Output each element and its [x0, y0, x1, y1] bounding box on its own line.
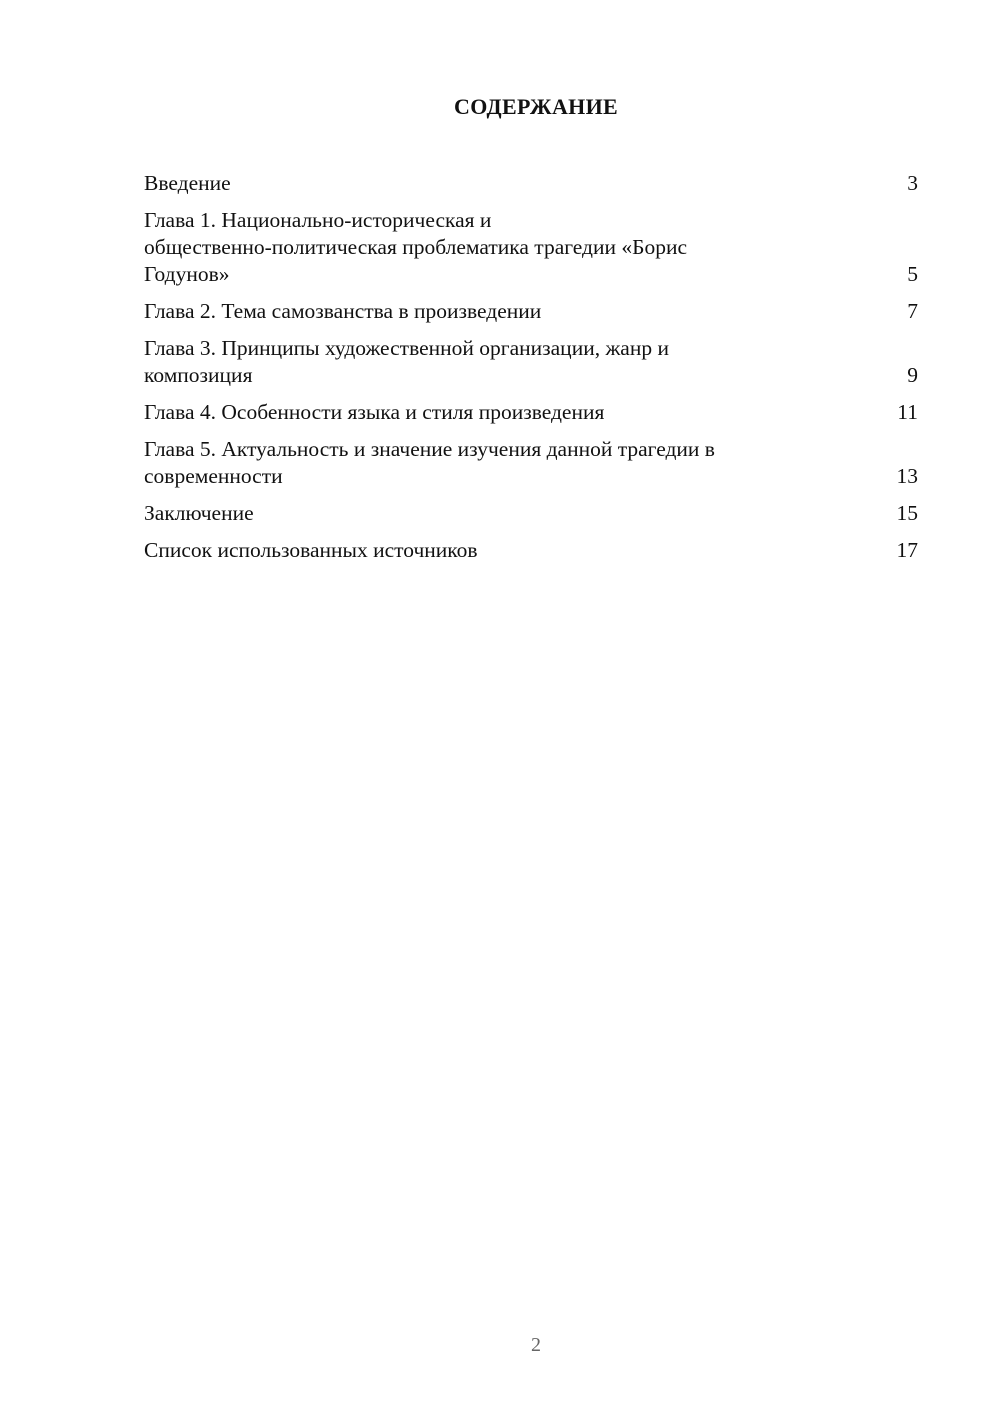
- toc-entry-references[interactable]: [144, 537, 918, 564]
- toc-entry-page: 5: [907, 262, 918, 286]
- toc-entry-text: Заключение: [144, 501, 254, 525]
- toc-entry-page: 17: [896, 538, 918, 562]
- toc-entry-text: Глава 3. Принципы художественной организации, жанр и композиция: [144, 336, 669, 387]
- toc-entry-page: 3: [907, 171, 918, 195]
- toc-entry-text: Введение: [144, 171, 231, 195]
- toc-entry-text: Список использованных источников: [144, 538, 478, 562]
- toc-entry-chapter-2[interactable]: [144, 298, 918, 325]
- toc-entry-text: Глава 4. Особенности языка и стиля произведения: [144, 400, 605, 424]
- toc-entry-page: 15: [896, 501, 918, 525]
- toc-entry-introduction[interactable]: [144, 170, 918, 197]
- toc-entry-chapter-3[interactable]: [144, 335, 918, 389]
- toc-entry-chapter-5[interactable]: [144, 436, 918, 490]
- table-of-contents: [144, 170, 918, 574]
- toc-entry-conclusion[interactable]: [144, 500, 918, 527]
- page-number: 2: [531, 1334, 541, 1356]
- toc-entry-text: Глава 5. Актуальность и значение изучения данной трагедии в современности: [144, 437, 715, 488]
- toc-entry-text: Глава 2. Тема самозванства в произведении: [144, 299, 542, 323]
- toc-entry-chapter-1[interactable]: [144, 207, 918, 288]
- toc-entry-page: 7: [907, 299, 918, 323]
- page-title: СОДЕРЖАНИЕ: [454, 94, 618, 119]
- toc-entry-text: Глава 1. Национально-историческая и общественно-политическая проблематика трагедии «Борис Годунов»: [144, 208, 688, 286]
- toc-entry-chapter-4[interactable]: [144, 399, 918, 426]
- toc-entry-page: 13: [896, 464, 918, 488]
- toc-entry-page: 9: [907, 363, 918, 387]
- toc-entry-page: 11: [897, 400, 918, 424]
